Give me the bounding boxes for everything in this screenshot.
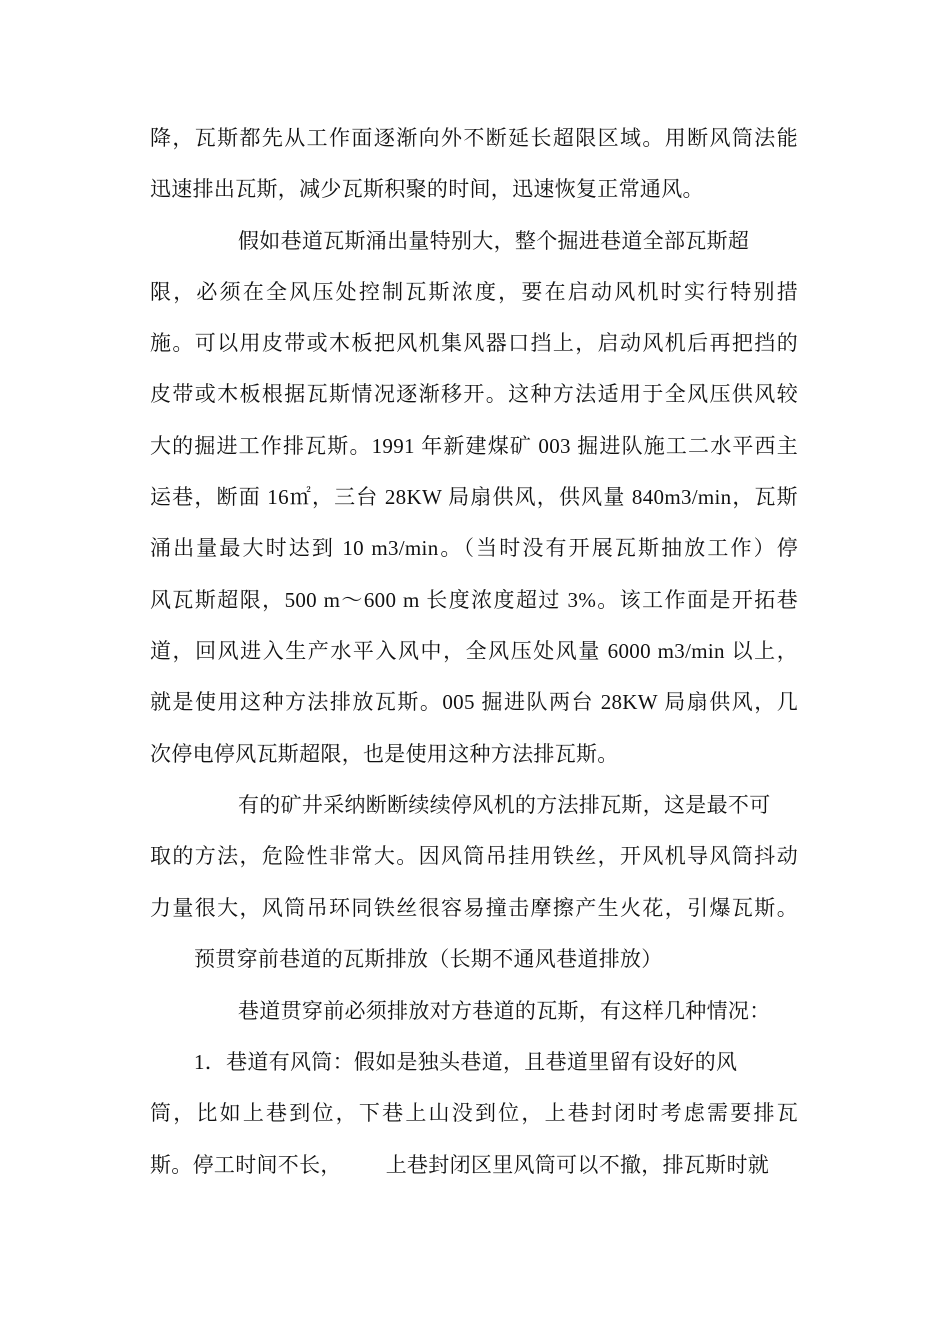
text-line: 就是使用这种方法排放瓦斯。005 掘进队两台 28KW 局扇供风，几	[150, 690, 798, 714]
text-segment: 上巷封闭区里风筒可以不撤，排瓦斯时就	[385, 1153, 770, 1177]
text-line: 取的方法，危险性非常大。因风筒吊挂用铁丝，开风机导风筒抖动	[150, 844, 798, 868]
text-line: 施。可以用皮带或木板把风机集风器口挡上，启动风机后再把挡的	[150, 331, 798, 355]
text-line: 有的矿井采纳断断续续停风机的方法排瓦斯，这是最不可	[238, 793, 771, 817]
text-line: 降，瓦斯都先从工作面逐渐向外不断延长超限区域。用断风筒法能	[150, 126, 798, 150]
text-line: 筒，比如上巷到位，下巷上山没到位，上巷封闭时考虑需要排瓦	[150, 1101, 798, 1125]
text-line: 涌出量最大时达到 10 m3/min。（当时没有开展瓦斯抽放工作）停	[150, 536, 798, 560]
text-line: 限，必须在全风压处控制瓦斯浓度，要在启动风机时实行特别措	[150, 280, 798, 304]
text-line: 假如巷道瓦斯涌出量特别大，整个掘进巷道全部瓦斯超	[238, 229, 750, 253]
text-line: 运巷，断面 16㎡，三台 28KW 局扇供风，供风量 840m3/min，瓦斯	[150, 485, 798, 509]
text-line: 道，回风进入生产水平入风中，全风压处风量 6000 m3/min 以上，	[150, 639, 798, 663]
text-line: 风瓦斯超限，500 m～600 m 长度浓度超过 3%。该工作面是开拓巷	[150, 588, 798, 612]
text-line	[150, 1149, 769, 1181]
text-line: 迅速排出瓦斯，减少瓦斯积聚的时间，迅速恢复正常通风。	[150, 177, 704, 201]
text-line: 大的掘进工作排瓦斯。1991 年新建煤矿 003 掘进队施工二水平西主	[150, 434, 798, 458]
text-line: 巷道贯穿前必须排放对方巷道的瓦斯，有这样几种情况：	[238, 999, 771, 1023]
text-line: 力量很大，风筒吊环同铁丝很容易撞击摩擦产生火花，引爆瓦斯。	[150, 896, 798, 920]
list-item: 1．巷道有风筒：假如是独头巷道，且巷道里留有设好的风	[194, 1050, 738, 1074]
section-heading: 预贯穿前巷道的瓦斯排放（长期不通风巷道排放）	[194, 947, 663, 971]
text-line: 皮带或木板根据瓦斯情况逐渐移开。这种方法适用于全风压供风较	[150, 382, 798, 406]
text-line: 次停电停风瓦斯超限，也是使用这种方法排瓦斯。	[150, 742, 619, 766]
text-segment: 斯。停工时间不长，	[150, 1153, 342, 1177]
